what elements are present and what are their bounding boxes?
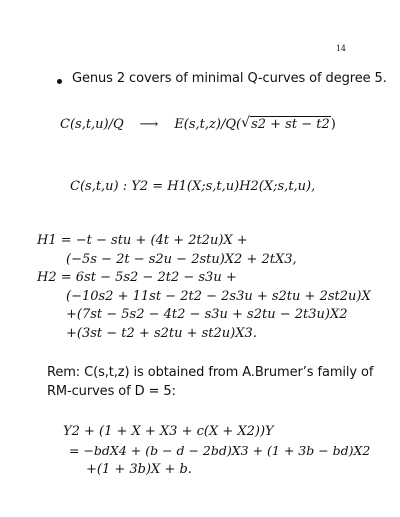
final-equation-line-1: Y2 + (1 + X + X3 + c(X + X2))Y <box>63 424 274 439</box>
remark-line-1: Rem: C(s,t,z) is obtained from A.Brumer’s family of <box>47 365 374 380</box>
h1-line-2: (−5s − 2t − s2u − 2stu)X2 + 2tX3, <box>66 252 297 267</box>
bullet-point <box>57 79 62 84</box>
final-equation-line-3: +(1 + 3b)X + b. <box>86 462 192 477</box>
map-right-suffix: ) <box>330 117 336 132</box>
map-arrow: ⟶ <box>139 117 159 132</box>
h2-line-2: (−10s2 + 11st − 2t2 − 2s3u + s2tu + 2st2u)X <box>66 289 371 304</box>
sqrt-radical: √ s2 + st − t2 <box>241 115 330 132</box>
map-right-prefix: E(s,t,z)/Q( <box>174 117 242 132</box>
curve-equation: C(s,t,u) : Y2 = H1(X;s,t,u)H2(X;s,t,u), <box>70 179 316 194</box>
h1-line-1: H1 = −t − stu + (4t + 2t2u)X + <box>37 233 248 248</box>
remark-line-2: RM-curves of D = 5: <box>47 384 176 399</box>
page-number: 14 <box>335 44 346 53</box>
h2-line-4: +(3st − t2 + s2tu + st2u)X3. <box>66 326 257 341</box>
bullet-heading: Genus 2 covers of minimal Q-curves of degree 5. <box>72 71 387 86</box>
map-left: C(s,t,u)/Q <box>60 117 124 132</box>
h2-line-3: +(7st − 5s2 − 4t2 − s3u + s2tu − 2t3u)X2 <box>66 307 348 322</box>
final-equation-line-2: = −bdX4 + (b − d − 2bd)X3 + (1 + 3b − bd)X2 <box>69 443 371 458</box>
map-line <box>60 117 336 132</box>
h2-line-1: H2 = 6st − 5s2 − 2t2 − s3u + <box>37 270 237 285</box>
map-radicand: s2 + st − t2 <box>251 117 330 132</box>
